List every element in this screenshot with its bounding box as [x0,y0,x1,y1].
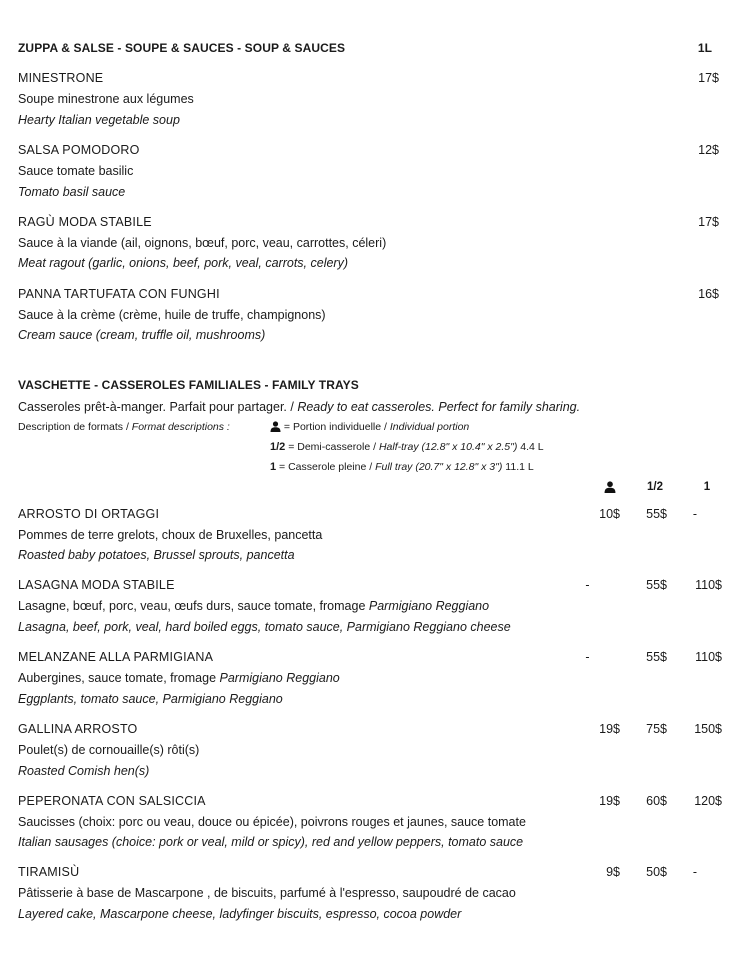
soup-item-price: 17$ [698,71,719,85]
col-header-individual [590,481,630,496]
trays-header: VASCHETTE - CASSEROLES FAMILIALES - FAMILY TRAYS [18,378,359,392]
soup-item-en: Cream sauce (cream, truffle oil, mushrooms) [18,328,266,342]
trays-intro [18,400,580,414]
tray-item-en: Layered cake, Mascarpone cheese, ladyfinger biscuits, espresso, cocoa powder [18,907,462,921]
soup-item-en: Hearty Italian vegetable soup [18,113,180,127]
tray-item-name: MELANZANE ALLA PARMIGIANA [18,650,214,664]
soup-item-en: Tomato basil sauce [18,185,126,199]
soup-item-name: SALSA POMODORO [18,143,140,157]
format-text-en: Full tray (20.7" x 12.8" x 3") [375,461,503,473]
tray-price-half: 50$ [646,865,667,879]
tray-item-fr-text: Aubergines, sauce tomate, fromage [18,671,220,685]
soup-item-name: MINESTRONE [18,71,104,85]
tray-price-full: - [692,507,698,521]
tray-item-en: Lasagna, beef, pork, veal, hard boiled eggs, tomato sauce, Parmigiano Reggiano cheese [18,620,511,634]
tray-item-fr [18,599,489,613]
tray-item-name: ARROSTO DI ORTAGGI [18,507,160,521]
tray-item-fr: Pâtisserie à base de Mascarpone , de biscuits, parfumé à l'espresso, saupoudré de cacao [18,886,516,900]
soup-item-price: 12$ [698,143,719,157]
soup-item-name: PANNA TARTUFATA CON FUNGHI [18,287,220,301]
format-text-fr: = Casserole pleine / [276,461,376,473]
tray-item-fr-italic: Parmigiano Reggiano [219,671,340,685]
tray-price-half: 55$ [646,650,667,664]
format-individual [270,421,469,435]
format-extra: 11.1 L [502,461,534,473]
soup-item-fr: Sauce à la crème (crème, huile de truffe, champignons) [18,308,326,322]
tray-price-individual: 19$ [599,794,620,808]
format-key: 1 [270,461,277,473]
soup-item-fr: Sauce tomate basilic [18,164,134,178]
tray-item-fr: Pommes de terre grelots, choux de Bruxelles, pancetta [18,528,323,542]
format-key: 1/2 [270,441,286,453]
format-half [270,441,544,453]
tray-item-en: Roasted baby potatoes, Brussel sprouts, pancetta [18,548,295,562]
tray-price-full: 110$ [695,578,722,592]
soups-size-label: 1L [697,41,713,55]
tray-item-en: Roasted Comish hen(s) [18,764,150,778]
tray-item-en: Italian sausages (choice: pork or veal, mild or spicy), red and yellow peppers, tomato sauce [18,835,524,849]
tray-price-individual: 19$ [599,722,620,736]
soups-header: ZUPPA & SALSE - SOUPE & SAUCES - SOUP & SAUCES [18,41,346,55]
soup-item-name: RAGÙ MODA STABILE [18,215,152,229]
tray-price-individual: - [585,578,590,592]
format-extra: 4.4 L [517,441,544,453]
formats-label-fr: Description de formats / [18,421,132,433]
col-header-full: 1 [703,481,711,493]
tray-price-individual: 9$ [606,865,620,879]
tray-item-name: GALLINA ARROSTO [18,722,138,736]
soup-item-price: 17$ [698,215,719,229]
tray-item-fr: Saucisses (choix: porc ou veau, douce ou épicée), poivrons rouges et jaunes, sauce tomate [18,815,526,829]
tray-price-full: - [692,865,698,879]
tray-price-half: 55$ [646,507,667,521]
person-icon [604,481,616,496]
tray-item-name: TIRAMISÙ [18,865,80,879]
tray-item-name: PEPERONATA CON SALSICCIA [18,794,206,808]
trays-intro-fr: Casseroles prêt-à-manger. Parfait pour partager. / [18,400,298,414]
format-text-fr: = Portion individuelle / [281,421,390,433]
tray-item-fr-text: Lasagne, bœuf, porc, veau, œufs durs, sauce tomate, fromage [18,599,369,613]
tray-price-half: 60$ [646,794,667,808]
tray-price-individual: 10$ [599,507,620,521]
trays-intro-en: Ready to eat casseroles. Perfect for family sharing. [297,400,581,414]
tray-item-fr-italic: Parmigiano Reggiano [368,599,490,613]
tray-price-full: 110$ [695,650,722,664]
tray-price-full: 150$ [694,722,722,736]
soup-item-fr: Sauce à la viande (ail, oignons, bœuf, porc, veau, carrottes, céleri) [18,236,387,250]
format-text-en: Individual portion [389,421,470,433]
formats-label [18,421,230,433]
tray-item-fr [18,671,340,685]
col-header-half: 1/2 [647,481,663,493]
soup-item-price: 16$ [698,287,719,301]
soup-item-fr: Soupe minestrone aux légumes [18,92,194,106]
tray-item-fr: Poulet(s) de cornouaille(s) rôti(s) [18,743,200,757]
tray-item-en: Eggplants, tomato sauce, Parmigiano Reggiano [18,692,283,706]
format-full [270,461,534,473]
tray-item-name: LASAGNA MODA STABILE [18,578,175,592]
tray-price-full: 120$ [694,794,722,808]
tray-price-individual: - [585,650,590,664]
formats-label-en: Format descriptions : [131,421,230,433]
tray-price-half: 75$ [646,722,667,736]
soup-item-en: Meat ragout (garlic, onions, beef, pork, veal, carrots, celery) [18,256,349,270]
tray-price-half: 55$ [646,578,667,592]
format-text-en: Half-tray (12.8" x 10.4" x 2.5") [378,441,518,453]
person-icon [270,421,281,435]
format-text-fr: = Demi-casserole / [285,441,379,453]
